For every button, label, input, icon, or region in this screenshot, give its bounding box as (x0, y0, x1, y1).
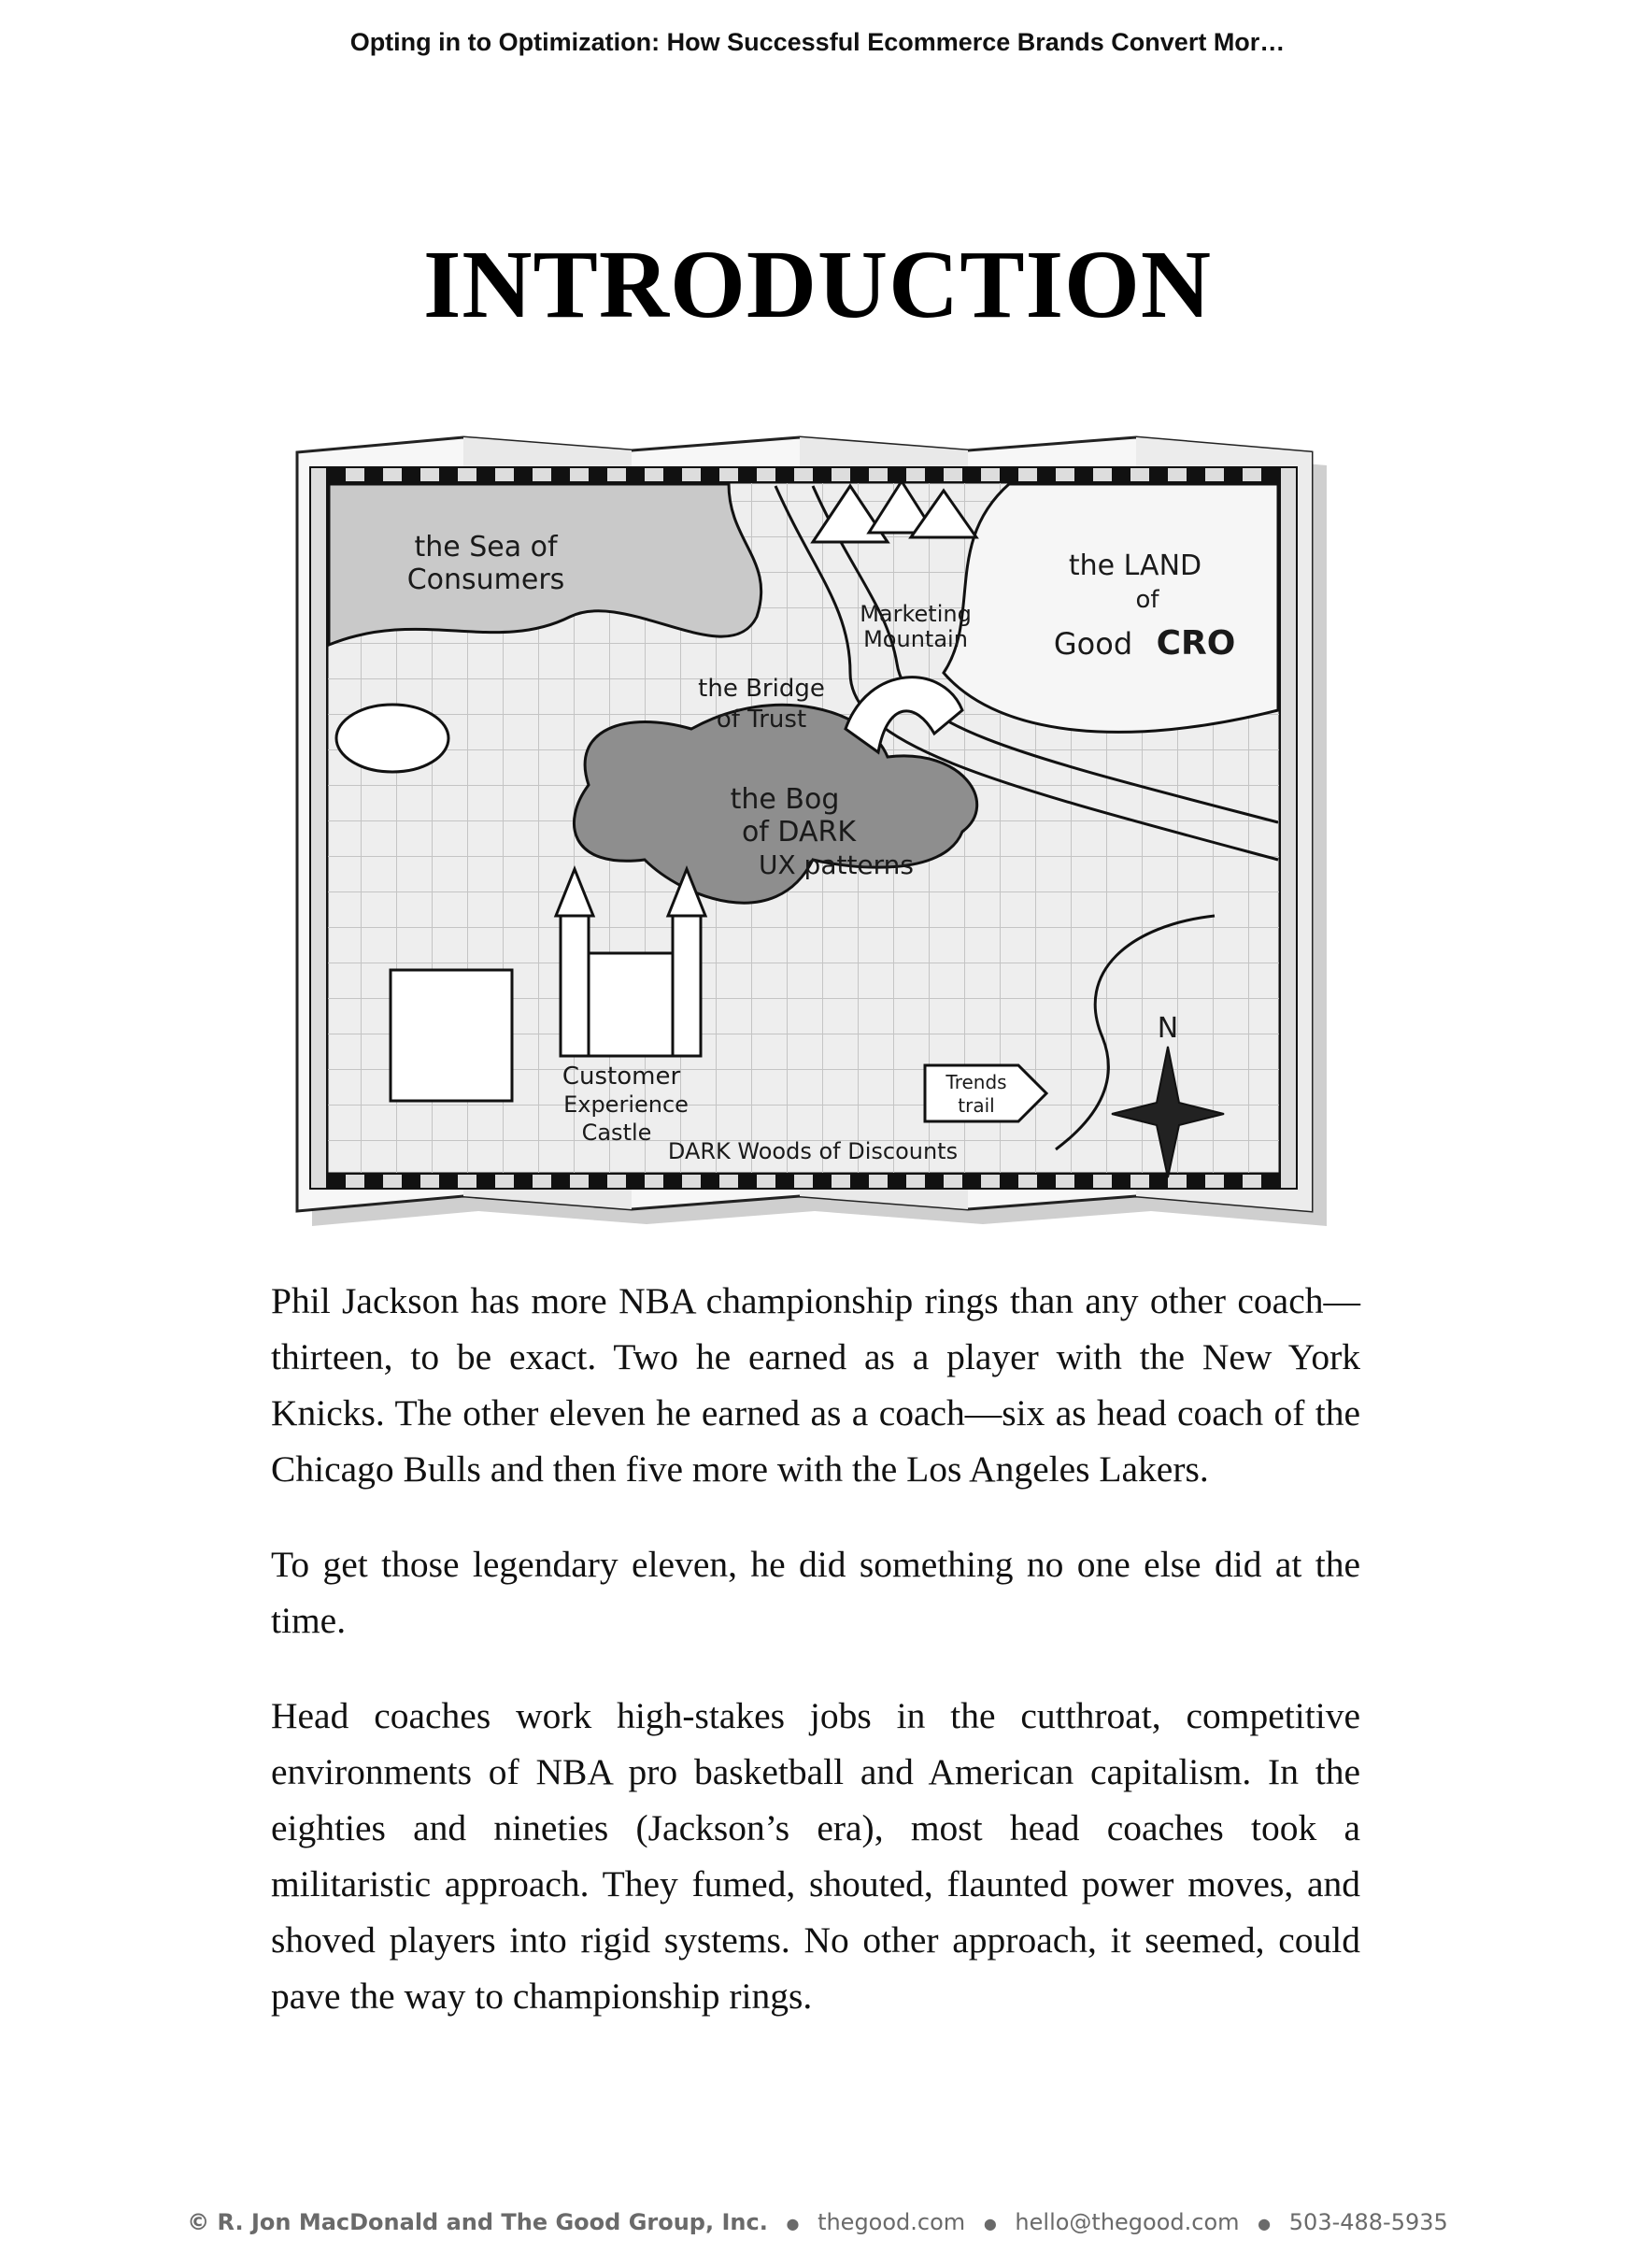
footer-separator: ● (1258, 2214, 1272, 2232)
body-text (271, 1273, 1360, 2063)
paragraph: Phil Jackson has more NBA championship rings than any other coach—thirteen, to be exact. Two he earned as a player with the New York Knicks. The other eleven he earned as a coach—six as head coach of the Chicago Bulls and then five more with the Los Angeles Lakers. (271, 1280, 1360, 1490)
land-label-line3: Good (1053, 626, 1133, 662)
castle-label-line1: Customer (562, 1063, 681, 1091)
castle-label-line3: Castle (581, 1120, 652, 1146)
chapter-title: INTRODUCTION (422, 231, 1213, 338)
compass-north-label: N (1157, 1012, 1179, 1045)
mountain-label-line2: Mountain (863, 626, 968, 652)
bog-label-line3: UX patterns (758, 849, 915, 880)
treasure-map-illustration (290, 430, 1341, 1234)
running-header: Opting in to Optimization: How Successful Ecommerce Brands Convert Mor… (349, 28, 1286, 56)
footer-copyright: © R. Jon MacDonald and The Good Group, Inc. (187, 2209, 768, 2235)
footer-email[interactable]: hello@thegood.com (1015, 2209, 1240, 2235)
footer-separator: ● (983, 2214, 997, 2232)
land-label-cro: CRO (1156, 624, 1236, 663)
trends-label-line2: trail (958, 1094, 995, 1117)
paragraph: Head coaches work high-stakes jobs in the cutthroat, competitive environments of NBA pro basketball and American capitalism. In the eighties and nineties (Jackson’s era), most head coaches took a militaristic approach. They fumed, shouted, flaunted power moves, and shoved players into rigid systems. No other approach, it seemed, could pave the way to championship rings. (271, 1695, 1360, 2017)
footer-website[interactable]: thegood.com (818, 2209, 966, 2235)
land-region (944, 484, 1278, 732)
bog-label-line1: the Bog (730, 783, 840, 816)
sea-label-line1: the Sea of (414, 531, 558, 563)
bridge-label-line2: of Trust (716, 706, 807, 734)
trends-label-line1: Trends (945, 1071, 1007, 1093)
land-label-line1: the LAND (1068, 549, 1202, 582)
mountain-label-line1: Marketing (860, 601, 972, 627)
footer-separator: ● (786, 2214, 800, 2232)
bridge-label-line1: the Bridge (698, 675, 825, 703)
castle-label-line2: Experience (563, 1091, 689, 1118)
sea-label-line2: Consumers (406, 563, 565, 596)
footer-phone[interactable]: 503-488-5935 (1288, 2209, 1448, 2235)
page-footer (0, 2209, 1635, 2235)
bog-label-line2: of DARK (741, 816, 857, 849)
rain-cloud (336, 705, 448, 772)
sign-board (391, 970, 512, 1101)
land-label-line2: of (1135, 586, 1159, 614)
woods-label: DARK Woods of Discounts (667, 1138, 959, 1164)
paragraph: To get those legendary eleven, he did something no one else did at the time. (271, 1544, 1360, 1641)
